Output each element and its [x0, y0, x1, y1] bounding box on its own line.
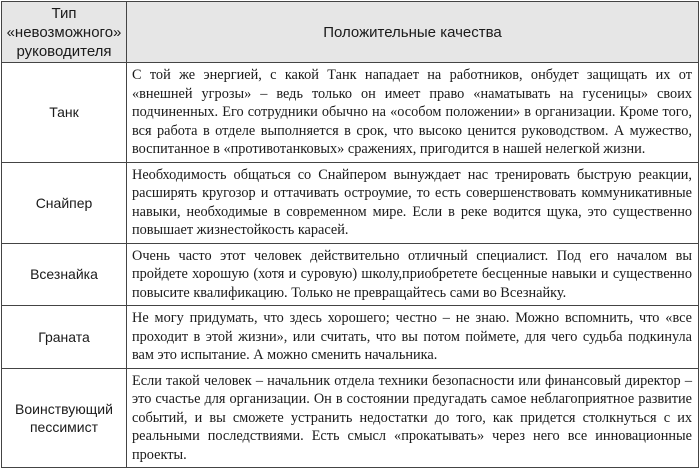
- header-type-column: [2, 2, 127, 63]
- table-row: [2, 368, 699, 468]
- table-header: [2, 2, 699, 63]
- header-type-line: «невозможного»: [6, 23, 122, 41]
- qualities-cell: С той же энергией, с какой Танк нападает на работников, онбудет защищать их от «внешней угрозы» – ведь только он имеет право «наматывать на гусеницы» своих подчиненных. Его сотрудники обычно на «особом положении» в организации. Кроме того, вся работа в отделе выполняется в срок, что высоко ценится руководством. А мужество, воспитанное в «противотанковых» сражениях, пригодится в нашей нелегкой жизни.: [127, 63, 699, 163]
- table-row: [2, 162, 699, 243]
- manager-type-cell: Снайпер: [2, 162, 127, 243]
- header-qualities-column: Положительные качества: [127, 2, 699, 63]
- table-row: [2, 63, 699, 163]
- table-row: [2, 306, 699, 369]
- manager-type-line: пессимист: [29, 418, 99, 435]
- qualities-cell: Необходимость общаться со Снайпером вынуждает нас тренировать быструю реакции, расширять кругозор и оттачивать остроумие, то есть совершенствовать коммуникативные навыки, необходимые в современном мире. Если в реке водится щука, это существенно повышает жизнестойкость карасей.: [127, 162, 699, 243]
- table-body: [2, 63, 699, 468]
- header-type-line: Тип: [51, 4, 77, 22]
- qualities-cell: Если такой человек – начальник отдела техники безопасности или финансовый директор – это счастье для организации. Он в состоянии предугадать самое неблагоприятное развитие событий, и вы сможете устранить недостатки до того, как придется столкнуться с их реальными последствиями. Есть смысл «прокатывать» через него все инновационные проекты.: [127, 368, 699, 468]
- manager-type-cell: [2, 368, 127, 468]
- qualities-cell: Очень часто этот человек действительно отличный специалист. Под его началом вы пройдете хорошую (хотя и суровую) школу,приобретете бесценные навыки и существенно повысите квалификацию. Только не превращайтесь сами во Всезнайку.: [127, 243, 699, 306]
- qualities-table-container: [1, 1, 698, 463]
- manager-type-line: Воинствующий: [15, 400, 113, 417]
- manager-type-cell: Граната: [2, 306, 127, 369]
- table-row: [2, 243, 699, 306]
- manager-type-cell: Танк: [2, 63, 127, 163]
- header-type-line: руководителя: [16, 42, 112, 60]
- qualities-cell: Не могу придумать, что здесь хорошего; честно – не знаю. Можно вспомнить, что «все проходит в этой жизни», или считать, что вы потом поймете, для чего судьба подкинула вам это испытание. А можно сменить начальника.: [127, 306, 699, 369]
- qualities-table: [1, 1, 699, 468]
- manager-type-cell: Всезнайка: [2, 243, 127, 306]
- header-row: [2, 2, 699, 63]
